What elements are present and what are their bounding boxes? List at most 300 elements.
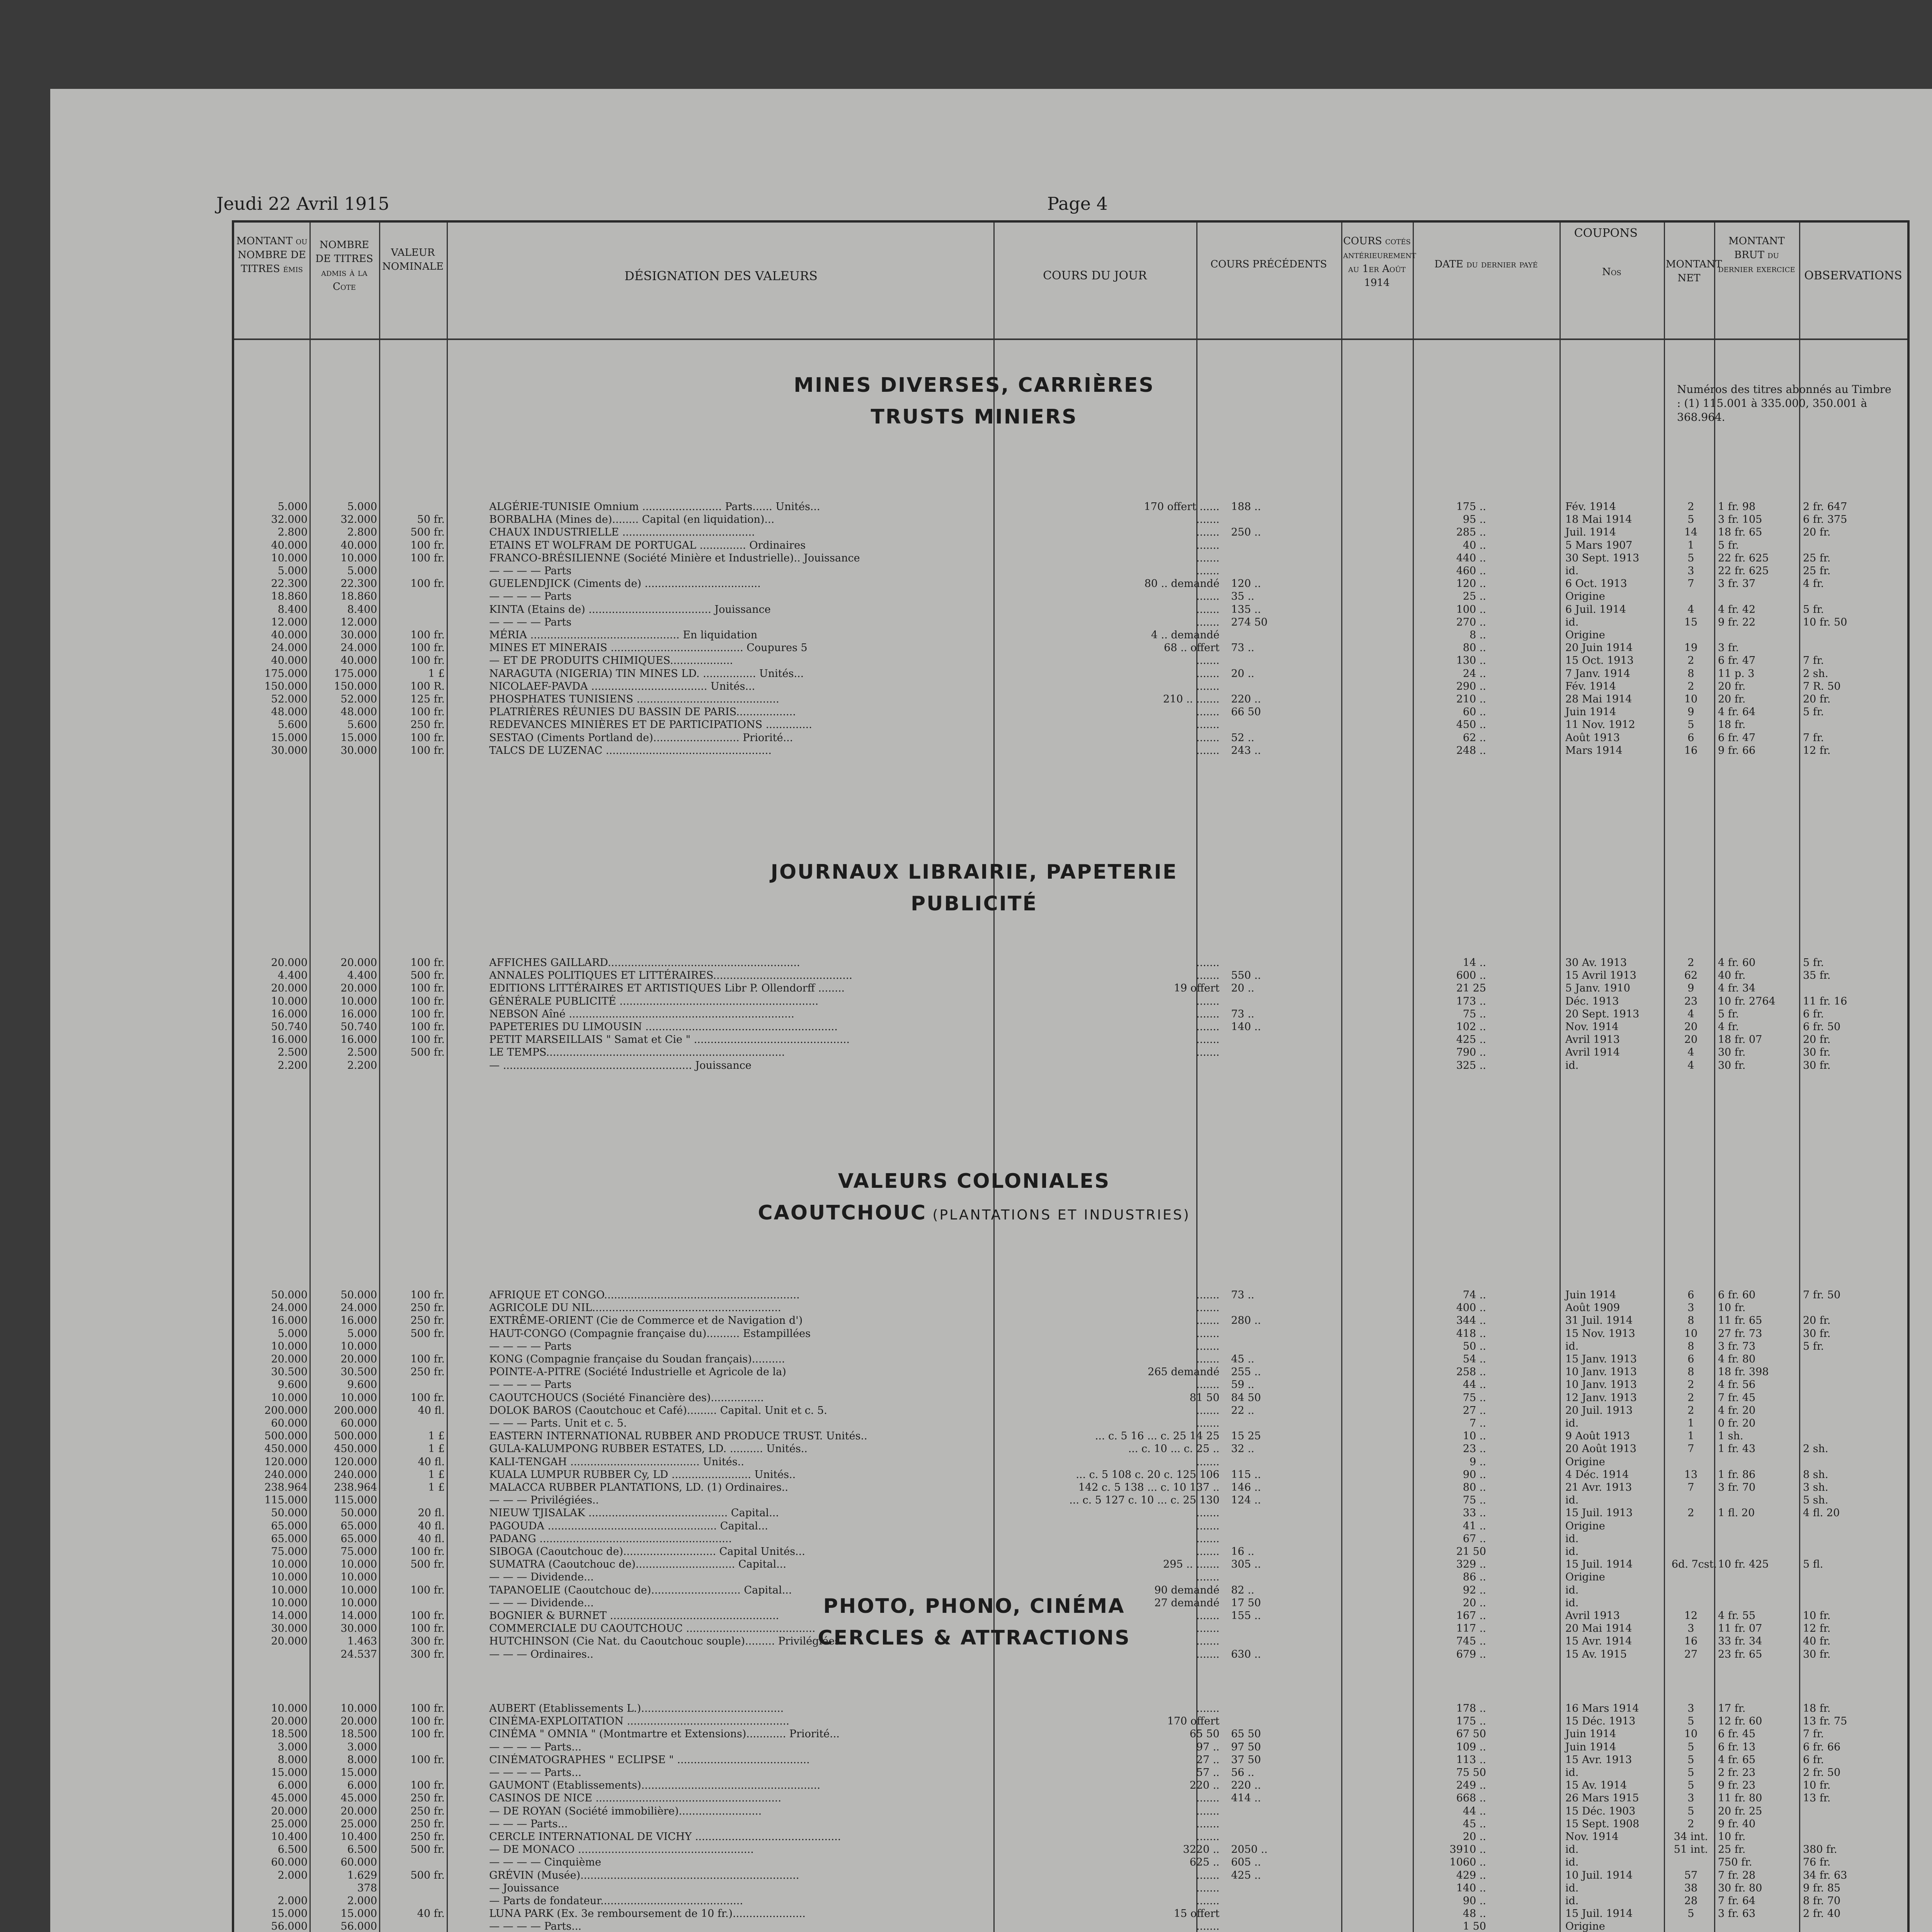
designation-cell: ANNALES POLITIQUES ET LITTÉRAIRES.......................................... [489,969,852,982]
nombre-cell: 10.000 [340,995,377,1007]
table-header [234,223,1907,340]
designation-cell: PAGOUDA ................................................... Capital... [489,1520,768,1532]
montant-cell: 12.000 [271,616,308,628]
cours-jour-cell: ... c. 10 ... c. 25 .. [1128,1443,1219,1455]
cours-jour-cell: ....... [1196,1571,1219,1583]
coupon-net-cell: 18 fr. [1718,719,1746,731]
valeur-cell: 500 fr. [410,1327,445,1340]
cours-jour-cell: 97 .. [1196,1741,1219,1753]
montant-brut-cell: 7 fr. 50 [1803,1289,1841,1301]
table-row [234,552,1907,565]
coupon-net-cell: 4 fr. 20 [1718,1404,1756,1417]
coupon-date-cell: 20 Juin 1914 [1565,642,1633,654]
coupon-date-cell: 12 Janv. 1913 [1565,1391,1637,1404]
nombre-cell: 22.300 [340,578,377,590]
coupon-number-cell: 12 [1684,1610,1698,1622]
montant-cell: 15.000 [271,1908,308,1920]
coupon-net-cell: 4 fr. 56 [1718,1379,1756,1391]
nombre-cell: 175.000 [334,667,377,680]
montant-brut-cell: 12 fr. [1803,744,1831,757]
cours-jour-cell: ....... [1196,655,1219,667]
coupon-net-cell: 4 fr. 42 [1718,603,1756,616]
nombre-cell: 10.000 [340,1391,377,1404]
cours-precedent-cell: 220 .. [1231,1779,1261,1792]
montant-cell: 18.860 [271,590,308,603]
montant-cell: 24.000 [271,642,308,654]
designation-cell: PHOSPHATES TUNISIENS ........................................... [489,693,779,705]
coupon-number-cell: 6 [1687,1353,1694,1365]
valeur-cell: 125 fr. [410,693,445,705]
montant-cell: 10.000 [271,1391,308,1404]
montant-cell: 40.000 [271,539,308,551]
valeur-cell: 100 fr. [410,1610,445,1622]
coupon-net-cell: 25 fr. [1718,1844,1746,1856]
coupon-number-cell: 8 [1687,667,1694,680]
designation-cell: GÉNÉRALE PUBLICITÉ ............................................................ [489,995,819,1007]
montant-cell: 8.400 [277,603,308,616]
valeur-cell: 500 fr. [410,1558,445,1571]
table-row [234,1702,1907,1715]
nombre-cell: 450.000 [334,1443,377,1455]
coupon-net-cell: 18 fr. 07 [1718,1034,1762,1046]
table-row [234,1340,1907,1353]
coupon-net-cell: 11 fr. 07 [1718,1622,1762,1635]
cours-precedent-cell: 630 .. [1231,1648,1261,1660]
designation-cell: CERCLE INTERNATIONAL DE VICHY ............................................ [489,1831,841,1843]
montant-cell: 4.400 [277,969,308,982]
designation-cell: BOGNIER & BURNET ................................................... [489,1610,779,1622]
coupon-net-cell: 7 fr. 45 [1718,1391,1756,1404]
nombre-cell: 1.463 [347,1635,377,1648]
coupon-net-cell: 3 fr. 37 [1718,578,1756,590]
coupon-number-cell: 2 [1687,1507,1694,1519]
designation-cell: NIEUW TJISALAK .......................................... Capital... [489,1507,779,1519]
coupon-number-cell: 34 int. [1673,1831,1708,1843]
cours-anterieur-cell: 178 .. [1456,1702,1486,1714]
nombre-cell: 16.000 [340,1008,377,1020]
coupon-number-cell: 5 [1687,514,1694,526]
montant-brut-cell: 7 fr. [1803,655,1824,667]
cours-anterieur-cell: 86 .. [1463,1571,1486,1583]
table-row [234,1895,1907,1908]
valeur-cell: 1 £ [428,667,445,680]
cours-anterieur-cell: 48 .. [1463,1908,1486,1920]
designation-cell: LE TEMPS........................................................................ [489,1046,785,1059]
cours-precedent-cell: 20 .. [1231,667,1255,680]
coupon-date-cell: 15 Déc. 1903 [1565,1805,1636,1817]
column-rule [1664,223,1665,1932]
cours-anterieur-cell: 790 .. [1456,1046,1486,1059]
coupon-number-cell: 27 [1684,1648,1698,1660]
header-cours-anterieur: COURS cotés antérieurement au 1er Août 1914 [1343,235,1416,289]
cours-precedent-cell: 97 50 [1231,1741,1261,1753]
nombre-cell: 120.000 [334,1456,377,1468]
cours-precedent-cell: 135 .. [1231,603,1261,616]
coupon-date-cell: 15 Juil. 1913 [1565,1507,1633,1519]
coupon-net-cell: 6 fr. 60 [1718,1289,1756,1301]
valeur-cell: 300 fr. [410,1648,445,1660]
cours-anterieur-cell: 418 .. [1456,1327,1486,1340]
cours-precedent-cell: 84 50 [1231,1391,1261,1404]
nombre-cell: 18.500 [340,1728,377,1740]
valeur-cell: 100 fr. [410,1034,445,1046]
section-title-line: VALEURS COLONIALES [838,1170,1111,1193]
coupon-net-cell: 1 fr. 86 [1718,1468,1756,1481]
column-rule [379,223,380,1932]
designation-cell: — — — Privilégiées.. [489,1494,599,1507]
coupon-date-cell: id. [1565,1532,1579,1545]
cours-anterieur-cell: 25 .. [1463,590,1486,603]
cours-precedent-cell: 605 .. [1231,1856,1261,1869]
table-row [234,1818,1907,1831]
montant-cell: 8.000 [277,1753,308,1766]
valeur-cell: 40 fl. [418,1532,445,1545]
cours-anterieur-cell: 60 .. [1463,706,1486,718]
valeur-cell: 250 fr. [410,1366,445,1378]
nombre-cell: 24.000 [340,642,377,654]
cours-precedent-cell: 66 50 [1231,706,1261,718]
coupon-date-cell: 15 Avr. 1913 [1565,1753,1632,1766]
designation-cell: COMMERCIALE DU CAOUTCHOUC ....................................... [489,1622,816,1635]
nombre-cell: 378 [357,1882,377,1894]
cours-anterieur-cell: 23 .. [1463,1443,1486,1455]
coupon-date-cell: 30 Sept. 1913 [1565,552,1639,564]
cours-jour-cell: ....... [1196,1021,1219,1033]
table-row [234,1379,1907,1391]
coupon-number-cell: 1 [1687,1430,1694,1442]
coupon-number-cell: 5 [1687,1715,1694,1728]
cours-jour-cell: 68 .. offert [1164,642,1219,654]
designation-cell: — DE ROYAN (Société immobilière)......................... [489,1805,762,1817]
cours-jour-cell: ....... [1196,1327,1219,1340]
cours-jour-cell: 27 .. [1196,1753,1219,1766]
cours-precedent-cell: 220 .. [1231,693,1261,705]
cours-anterieur-cell: 130 .. [1456,655,1486,667]
coupon-number-cell: 2 [1687,1379,1694,1391]
nombre-cell: 10.000 [340,1597,377,1609]
montant-brut-cell: 2 fr. 50 [1803,1767,1841,1779]
coupon-net-cell: 5 fr. [1718,1008,1739,1020]
coupon-date-cell: id. [1565,1059,1579,1071]
valeur-cell: 20 fl. [418,1507,445,1519]
coupon-number-cell: 9 [1687,706,1694,718]
coupon-date-cell: Déc. 1913 [1565,995,1619,1007]
coupon-net-cell: 3 fr. 63 [1718,1908,1756,1920]
coupon-number-cell: 7 [1687,578,1694,590]
coupon-date-cell: Août 1909 [1565,1302,1620,1314]
coupon-date-cell: Fév. 1914 [1565,680,1616,692]
coupon-date-cell: Mars 1914 [1565,744,1622,757]
table-row [234,1430,1907,1443]
coupon-number-cell: 3 [1687,1302,1694,1314]
table-row [234,1046,1907,1059]
section-title-line: TRUSTS MINIERS [871,405,1078,429]
cours-precedent-cell: 32 .. [1231,1443,1255,1455]
nombre-cell: 32.000 [340,514,377,526]
nombre-cell: 30.000 [340,1622,377,1635]
cours-jour-cell: ... c. 5 127 c. 10 ... c. 25 130 [1069,1494,1219,1507]
cours-precedent-cell: 73 .. [1231,642,1255,654]
quotation-table [232,220,1910,1932]
montant-brut-cell: 10 fr. 50 [1803,616,1847,628]
cours-anterieur-cell: 429 .. [1456,1869,1486,1881]
designation-cell: — — — — Parts... [489,1920,582,1932]
montant-cell: 20.000 [271,957,308,969]
table-row [234,501,1907,514]
montant-cell: 16.000 [271,1034,308,1046]
valeur-cell: 100 fr. [410,629,445,641]
valeur-cell: 100 fr. [410,982,445,995]
table-row [234,590,1907,603]
cours-anterieur-cell: 44 .. [1463,1805,1486,1817]
montant-cell: 6.000 [277,1779,308,1792]
montant-cell: 45.000 [271,1792,308,1804]
designation-cell: SUMATRA (Caoutchouc de).............................. Capital... [489,1558,786,1571]
cours-jour-cell: ....... [1196,1302,1219,1314]
cours-jour-cell: ....... [1196,1532,1219,1545]
designation-cell: CINÉMA-EXPLOITATION ................................................. [489,1715,789,1728]
designation-cell: TALCS DE LUZENAC .................................................. [489,744,772,757]
coupon-net-cell: 6 fr. 45 [1718,1728,1756,1740]
nombre-cell: 20.000 [340,957,377,969]
montant-cell: 52.000 [271,693,308,705]
cours-anterieur-cell: 460 .. [1456,565,1486,577]
nombre-cell: 9.600 [347,1379,377,1391]
coupon-net-cell: 11 fr. 80 [1718,1792,1762,1804]
montant-cell: 200.000 [264,1404,308,1417]
table-row [234,1405,1907,1417]
montant-cell: 5.600 [277,719,308,731]
cours-precedent-cell: 73 .. [1231,1008,1255,1020]
designation-cell: KUALA LUMPUR RUBBER Cy, LD ........................ Unités.. [489,1468,796,1481]
coupon-net-cell: 4 fr. 65 [1718,1753,1756,1766]
table-row [234,1767,1907,1779]
coupon-number-cell: 2 [1687,1404,1694,1417]
table-row [234,1315,1907,1327]
table-row [234,565,1907,578]
cours-jour-cell: ....... [1196,526,1219,539]
cours-jour-cell: ....... [1196,1831,1219,1843]
cours-jour-cell: ....... [1196,1034,1219,1046]
coupon-date-cell: Origine [1565,629,1605,641]
designation-cell: — ET DE PRODUITS CHIMIQUES................... [489,655,733,667]
valeur-cell: 250 fr. [410,1302,445,1314]
montant-cell: 40.000 [271,655,308,667]
cours-jour-cell: 170 offert [1167,1715,1219,1728]
cours-jour-cell: ....... [1196,1805,1219,1817]
montant-brut-cell: 7 fr. [1803,731,1824,744]
coupon-number-cell: 5 [1687,1767,1694,1779]
coupon-net-cell: 1 sh. [1718,1430,1743,1442]
montant-cell: 20.000 [271,982,308,995]
nombre-cell: 2.800 [347,526,377,539]
montant-cell: 30.500 [271,1366,308,1378]
coupon-net-cell: 5 fr. [1718,539,1739,551]
montant-cell: 2.000 [277,1895,308,1907]
table-row [234,642,1907,655]
table-row [234,1779,1907,1792]
montant-cell: 10.000 [271,552,308,564]
designation-cell: — DE MONACO ..................................................... [489,1844,754,1856]
cours-jour-cell: ... c. 5 108 c. 20 c. 125 106 [1076,1468,1219,1481]
cours-anterieur-cell: 75 50 [1456,1767,1486,1779]
cours-precedent-cell: 73 .. [1231,1289,1255,1301]
montant-cell: 10.000 [271,1340,308,1352]
cours-anterieur-cell: 7 .. [1469,1417,1486,1429]
coupon-date-cell: id. [1565,1494,1579,1507]
cours-jour-cell: ....... [1196,1008,1219,1020]
valeur-cell: 100 fr. [410,1584,445,1596]
coupon-date-cell: Origine [1565,590,1605,603]
cours-anterieur-cell: 109 .. [1456,1741,1486,1753]
coupon-net-cell: 20 fr. [1718,693,1746,705]
cours-anterieur-cell: 90 .. [1463,1895,1486,1907]
montant-cell: 32.000 [271,514,308,526]
nombre-cell: 150.000 [334,680,377,692]
column-rule [1413,223,1414,1932]
designation-cell: — — — — Parts [489,616,571,628]
cours-jour-cell: ....... [1196,1417,1219,1429]
table-row [234,1417,1907,1430]
coupon-net-cell: 1 fr. 43 [1718,1443,1756,1455]
table-row [234,604,1907,616]
cours-jour-cell: ....... [1196,1622,1219,1635]
nombre-cell: 15.000 [340,1767,377,1779]
montant-brut-cell: 2 sh. [1803,1443,1828,1455]
cours-jour-cell: ....... [1196,719,1219,731]
coupon-number-cell: 16 [1684,744,1698,757]
cours-jour-cell: ....... [1196,1648,1219,1660]
cours-precedent-cell: 124 .. [1231,1494,1261,1507]
cours-jour-cell: ....... [1196,1895,1219,1907]
montant-cell: 3.000 [277,1741,308,1753]
section-title [694,1590,1254,1654]
montant-brut-cell: 2 fr. 40 [1803,1908,1841,1920]
table-row [234,1366,1907,1379]
table-row [234,1571,1907,1584]
coupon-net-cell: 6 fr. 47 [1718,655,1756,667]
coupon-date-cell: id. [1565,1597,1579,1609]
table-row [234,1520,1907,1533]
cours-jour-cell: ....... [1196,1610,1219,1622]
column-rule [1341,223,1342,1932]
coupon-date-cell: 15 Sept. 1908 [1565,1818,1639,1830]
cours-precedent-cell: 188 .. [1231,501,1261,513]
coupon-date-cell: 28 Mai 1914 [1565,693,1632,705]
table-row [234,706,1907,719]
montant-brut-cell: 76 fr. [1803,1856,1831,1869]
table-row [234,1302,1907,1315]
montant-cell: 10.000 [271,1558,308,1571]
coupon-number-cell: 57 [1684,1869,1698,1881]
table-row [234,1754,1907,1767]
valeur-cell: 250 fr. [410,1831,445,1843]
valeur-cell: 250 fr. [410,719,445,731]
montant-cell: 2.800 [277,526,308,539]
cours-anterieur-cell: 27 .. [1463,1404,1486,1417]
coupon-net-cell: 10 fr. 2764 [1718,995,1776,1007]
nombre-cell: 40.000 [340,655,377,667]
table-row [234,1805,1907,1818]
section-title [694,1165,1254,1231]
montant-cell: 50.000 [271,1289,308,1301]
coupon-date-cell: 16 Mars 1914 [1565,1702,1639,1714]
valeur-cell: 250 fr. [410,1818,445,1830]
nombre-cell: 1.629 [347,1869,377,1881]
table-row [234,526,1907,539]
montant-cell: 2.200 [277,1059,308,1071]
designation-cell: MINES ET MINERAIS ........................................ Coupures 5 [489,642,808,654]
montant-cell: 5.000 [277,1327,308,1340]
valeur-cell: 100 fr. [410,731,445,744]
coupon-date-cell: 15 Nov. 1913 [1565,1327,1635,1340]
coupon-number-cell: 9 [1687,982,1694,995]
cours-anterieur-cell: 3910 .. [1449,1844,1486,1856]
table-row [234,1869,1907,1882]
table-row [234,1856,1907,1869]
montant-brut-cell: 20 fr. [1803,1315,1831,1327]
designation-cell: KALI-TENGAH ....................................... Unités.. [489,1456,744,1468]
coupon-number-cell: 20 [1684,1021,1698,1033]
nombre-cell: 2.200 [347,1059,377,1071]
table-row [234,539,1907,552]
valeur-cell: 500 fr. [410,526,445,539]
cours-anterieur-cell: 668 .. [1456,1792,1486,1804]
nombre-cell: 8.000 [347,1753,377,1766]
nombre-cell: 50.740 [340,1021,377,1033]
coupon-net-cell: 750 fr. [1718,1856,1752,1869]
designation-cell: MALACCA RUBBER PLANTATIONS, LD. (1) Ordinaires.. [489,1481,788,1493]
coupon-net-cell: 3 fr. 70 [1718,1481,1756,1493]
header-cours-precedents: COURS PRÉCÉDENTS [1210,259,1327,270]
coupon-number-cell: 4 [1687,1008,1694,1020]
montant-cell: 240.000 [264,1468,308,1481]
designation-cell: — — — Dividende... [489,1597,594,1609]
table-row [234,629,1907,642]
section-title [694,369,1254,433]
header-valeur: VALEUR NOMINALE [382,247,444,272]
header-numero: Nos [1602,266,1621,278]
coupon-net-cell: 3 fr. 105 [1718,514,1762,526]
designation-cell: GAUMONT (Etablissements)...................................................... [489,1779,820,1792]
montant-cell: 56.000 [271,1920,308,1932]
designation-cell: HUTCHINSON (Cie Nat. du Caoutchouc souple)......... Privilégiées.. [489,1635,847,1648]
table-row [234,1456,1907,1469]
designation-cell: SIBOGA (Caoutchouc de)............................ Capital Unités... [489,1546,805,1558]
valeur-cell: 100 fr. [410,1391,445,1404]
montant-brut-cell: 12 fr. [1803,1622,1831,1635]
cours-anterieur-cell: 120 .. [1456,578,1486,590]
cours-jour-cell: 81 50 [1189,1391,1219,1404]
table-row [234,1494,1907,1507]
montant-brut-cell: 5 fr. [1803,1340,1824,1352]
nombre-cell: 5.600 [347,719,377,731]
valeur-cell: 100 fr. [410,1702,445,1714]
designation-cell: NEBSON Aîné .................................................................... [489,1008,794,1020]
valeur-cell: 250 fr. [410,1792,445,1804]
valeur-cell: 500 fr. [410,1844,445,1856]
montant-brut-cell: 4 fl. 20 [1803,1507,1840,1519]
observations-note: Numéros des titres abonnés au Timbre : (1) 115.001 à 335.000, 350.001 à 368.964. [1677,383,1891,423]
section-title-line: CERCLES & ATTRACTIONS [818,1626,1131,1650]
designation-cell: LUNA PARK (Ex. 3e remboursement de 10 fr.)...................... [489,1908,806,1920]
cours-jour-cell: ....... [1196,1792,1219,1804]
cours-jour-cell: ....... [1196,1520,1219,1532]
montant-brut-cell: 380 fr. [1803,1844,1837,1856]
cours-precedent-cell: 120 .. [1231,578,1261,590]
cours-jour-cell: 90 demandé [1154,1584,1219,1596]
cours-anterieur-cell: 80 .. [1463,642,1486,654]
